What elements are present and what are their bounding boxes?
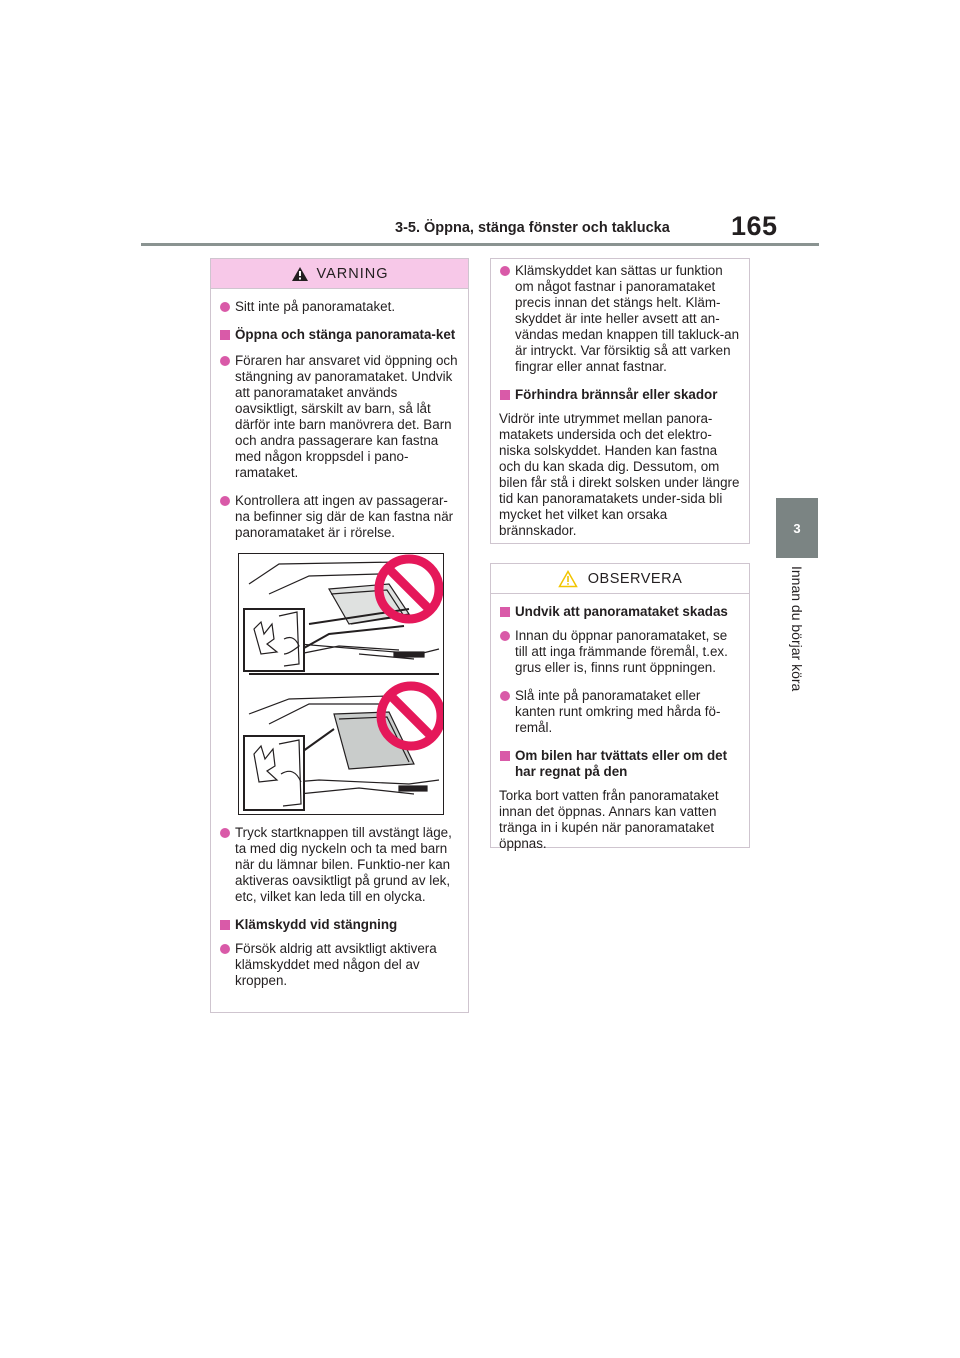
list-item: Kontrollera att ingen av passagerar-na befinner sig där de kan fastna när panoramataket är i rörelse. — [219, 493, 460, 541]
caution-triangle-icon — [558, 570, 578, 588]
subheading: Klämskydd vid stängning — [219, 917, 460, 933]
bullet-icon — [500, 631, 510, 641]
warning-title: VARNING — [316, 265, 389, 282]
list-item: Tryck startknappen till avstängt läge, ta med dig nyckeln och ta med barn när du lämnar bilen. Funktio-ner kan aktiveras oavsiktligt på grund av lek, etc, vilket kan leda till en olycka. — [219, 825, 460, 905]
subheading: Öppna och stänga panoramata-ket — [219, 327, 460, 343]
subheading: Om bilen har tvättats eller om det har regnat på den — [499, 748, 741, 780]
sunroof-illustration-drawing — [239, 554, 443, 814]
page-number: 165 — [731, 211, 778, 241]
chapter-number: 3 — [793, 520, 801, 536]
warning-content — [211, 289, 468, 993]
list-item: Klämskyddet kan sättas ur funktion om något fastnar i panoramataket precis innan det stängs helt. Kläm-skyddet är inte heller avsett att an-vändas medan knappen till takluck-an är intryckt. Var försiktig så att varken fingrar eller annat fastnar. — [499, 263, 741, 375]
observera-title: OBSERVERA — [587, 570, 683, 587]
paragraph: Torka bort vatten från panoramataket innan det öppnas. Annars kan vatten tränga in i kupén när panoramataket öppnas. — [499, 788, 719, 851]
subheading: Undvik att panoramataket skadas — [499, 604, 741, 620]
bullet-icon — [500, 691, 510, 701]
square-bullet-icon — [500, 607, 510, 617]
bullet-icon — [220, 944, 230, 954]
bullet-icon — [500, 266, 510, 276]
chapter-tab — [776, 498, 818, 558]
observera-box — [490, 563, 750, 851]
square-bullet-icon — [500, 390, 510, 400]
observera-content — [491, 594, 749, 856]
header-rule — [141, 243, 819, 246]
subheading: Förhindra brännsår eller skador — [499, 387, 741, 403]
list-item: Sitt inte på panoramataket. — [219, 299, 460, 315]
bullet-icon — [220, 496, 230, 506]
warning-triangle-icon — [291, 266, 309, 282]
square-bullet-icon — [500, 751, 510, 761]
list-item: Försök aldrig att avsiktligt aktivera klämskyddet med någon del av kroppen. — [219, 941, 460, 989]
warning-continuation-content — [491, 263, 749, 543]
chapter-label: Innan du börjar köra — [789, 566, 805, 692]
bullet-icon — [220, 828, 230, 838]
sunroof-illustration — [238, 553, 444, 815]
warning-header — [211, 259, 468, 289]
paragraph: Vidrör inte utrymmet mellan panora-matakets undersida och det elektro-niska solskyddet. Handen kan fastna och du kan skada dig. Dessutom, om bilen får stå i direkt solsken under längre tid kan panoramatakets under-sida bli mycket het vilket kan orsaka brännskador. — [499, 411, 740, 538]
square-bullet-icon — [220, 920, 230, 930]
list-item: Föraren har ansvaret vid öppning och stängning av panoramataket. Undvik att panoramataket används oavsiktligt, särskilt av barn, så låt därför inte barn manövrera det. Barn och andra passagerare kan fastna med någon kroppsdel i pano-ramataket. — [219, 353, 460, 481]
header-section-title: 3-5. Öppna, stänga fönster och taklucka — [395, 220, 670, 236]
list-item: Innan du öppnar panoramataket, se till att inga främmande föremål, t.ex. grus eller is, finns runt öppningen. — [499, 628, 741, 676]
warning-box — [210, 258, 469, 1013]
bullet-icon — [220, 356, 230, 366]
bullet-icon — [220, 302, 230, 312]
square-bullet-icon — [220, 330, 230, 340]
warning-continuation-box — [490, 258, 750, 544]
observera-header — [491, 564, 749, 594]
list-item: Slå inte på panoramataket eller kanten runt omkring med hårda fö-remål. — [499, 688, 741, 736]
